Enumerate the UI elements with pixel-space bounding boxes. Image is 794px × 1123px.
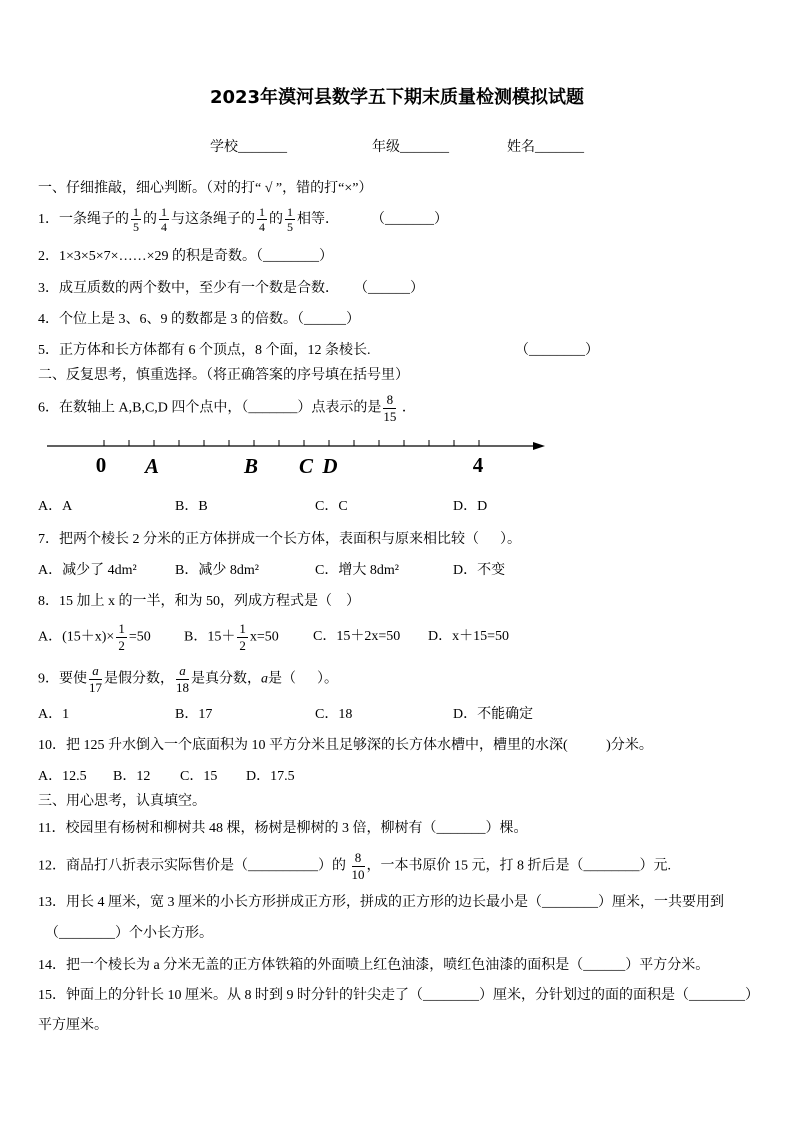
option-d: D．不能确定 (453, 707, 534, 722)
question-2: 2．1×3×5×7×……×29 的积是奇数。（________） (38, 249, 333, 264)
question-15-continuation: 平方厘米。 (38, 1018, 108, 1033)
fraction (159, 206, 169, 234)
number-line-label-zero: 0 (95, 453, 107, 477)
question-text: 的 (269, 212, 283, 227)
question-11: 11．校园里有杨树和柳树共 48 棵，杨树是柳树的 3 倍，柳树有（_______）棵。 (38, 821, 528, 836)
grade-field: 年级_______ (372, 140, 449, 155)
fraction (352, 851, 365, 881)
fraction (89, 664, 102, 694)
question-14: 14．把一个棱长为 a 分米无盖的正方体铁箱的外面喷上红色油漆，喷红色油漆的面积是（______）平方分米。 (38, 958, 710, 973)
arrow-head-icon (533, 442, 545, 450)
question-4: 4．个位上是 3、6、9 的数都是 3 的倍数。（______） (38, 312, 360, 327)
fraction (257, 206, 267, 234)
question-13: 13．用长 4 厘米，宽 3 厘米的小长方形拼成正方形，拼成的正方形的边长最小是（________）厘米，一共要用到 (38, 895, 724, 910)
option-d: D．x＋15=50 (428, 629, 510, 644)
option-c: C．18 (315, 707, 353, 722)
section-heading-choice: 二、反复思考，慎重选择。（将正确答案的序号填在括号里） (38, 368, 409, 383)
number-line-label-four: 4 (472, 453, 484, 477)
denominator: 5 (133, 220, 139, 235)
option-b: B．17 (175, 707, 213, 722)
option-c: C．增大 8dm² (315, 563, 399, 578)
question-text: 1．一条绳子的 (38, 212, 129, 227)
question-text: 与这条绳子的 (171, 212, 255, 227)
option-b: B．减少 8dm² (175, 563, 259, 578)
denominator: 4 (161, 220, 167, 235)
numerator: a (176, 664, 189, 680)
denominator: 10 (351, 866, 365, 882)
option-b: B．12 (113, 769, 151, 784)
denominator: 2 (118, 637, 125, 653)
school-field: 学校_______ (210, 140, 287, 155)
option-b (184, 622, 279, 652)
numerator: 8 (383, 393, 396, 409)
question-text: 12．商品打八折表示实际售价是（__________）的 (38, 858, 350, 874)
number-line-label-d: D (322, 454, 338, 478)
denominator: 15 (383, 408, 397, 424)
question-3: 3．成互质数的两个数中，至少有一个数是合数． (38, 281, 339, 296)
numerator: a (89, 664, 102, 680)
answer-blank: （________） (515, 343, 599, 358)
numerator: 1 (161, 204, 167, 219)
denominator: 17 (89, 679, 102, 695)
question-6 (38, 393, 416, 423)
fraction (131, 206, 141, 234)
question-text: 9．要使 (38, 671, 87, 687)
section-heading-judgement: 一、仔细推敲，细心判断。（对的打“ √ ”，错的打“×”） (38, 181, 373, 196)
question-text: 相等． (297, 212, 339, 227)
option-c: C．15＋2x=50 (313, 629, 401, 644)
numerator: 1 (133, 204, 139, 219)
question-8: 8．15 加上 x 的一半，和为 50，列成方程式是（ ） (38, 594, 360, 609)
question-text: ． (398, 400, 416, 416)
option-c: C．C (315, 499, 348, 514)
question-text: 是（ ）。 (268, 671, 338, 687)
question-text: 6．在数轴上 A,B,C,D 四个点中，（_______）点表示的是 (38, 400, 382, 416)
section-heading-fill-in: 三、用心思考，认真填空。 (38, 794, 206, 809)
option-a (38, 622, 151, 652)
number-line-label-c: C (298, 454, 314, 478)
question-text: ，一本书原价 15 元，打 8 折后是（________）元. (366, 858, 671, 874)
option-d: D．不变 (453, 563, 506, 578)
question-15: 15．钟面上的分针长 10 厘米。从 8 时到 9 时分针的针尖走了（________）厘米，分针划过的面的面积是（________） (38, 988, 759, 1003)
option-c: C．15 (180, 769, 218, 784)
question-5: 5．正方体和长方体都有 6 个顶点，8 个面，12 条棱长. (38, 343, 371, 358)
option-b: B．B (175, 499, 208, 514)
option-d: D．17.5 (246, 769, 295, 784)
option-a: A．减少了 4dm² (38, 563, 137, 578)
option-text: A．(15＋x)× (38, 629, 115, 645)
denominator: 18 (176, 679, 189, 695)
question-10: 10．把 125 升水倒入一个底面积为 10 平方分米且足够深的长方体水槽中，槽里的水深( )分米。 (38, 738, 653, 753)
fraction (176, 664, 189, 694)
fraction (383, 393, 396, 423)
question-text: 是假分数， (104, 671, 174, 687)
number-line-label-a: A (144, 454, 160, 478)
option-a: A．12.5 (38, 769, 87, 784)
option-d: D．D (453, 499, 488, 514)
question-1 (38, 205, 339, 235)
denominator: 2 (239, 637, 246, 653)
numerator: 1 (239, 621, 246, 636)
question-13-continuation: （________）个小长方形。 (45, 926, 213, 941)
fraction (237, 622, 248, 652)
answer-blank: （_______） (371, 212, 448, 227)
numerator: 1 (287, 204, 293, 219)
question-9 (38, 664, 338, 694)
fraction (116, 622, 127, 652)
answer-blank: （______） (354, 281, 424, 296)
numerator: 1 (118, 621, 125, 636)
denominator: 4 (259, 220, 265, 235)
question-text: 的 (143, 212, 157, 227)
name-field: 姓名_______ (507, 140, 584, 155)
option-text: x=50 (249, 629, 279, 645)
numerator: 8 (352, 851, 365, 867)
denominator: 5 (287, 220, 293, 235)
option-text: =50 (128, 629, 151, 645)
number-line-label-b: B (243, 454, 259, 478)
question-text: 是真分数， (191, 671, 261, 687)
exam-title: 2023年漠河县数学五下期末质量检测模拟试题 (209, 87, 585, 108)
fraction (285, 206, 295, 234)
numerator: 1 (259, 204, 265, 219)
option-text: B．15＋ (184, 629, 236, 645)
option-a: A．A (38, 499, 73, 514)
question-12 (38, 851, 671, 881)
question-7: 7．把两个棱长 2 分米的正方体拼成一个长方体，表面积与原来相比较（ ）。 (38, 532, 521, 547)
number-line (0, 420, 560, 480)
variable-a: a (261, 671, 268, 687)
option-a: A．1 (38, 707, 70, 722)
